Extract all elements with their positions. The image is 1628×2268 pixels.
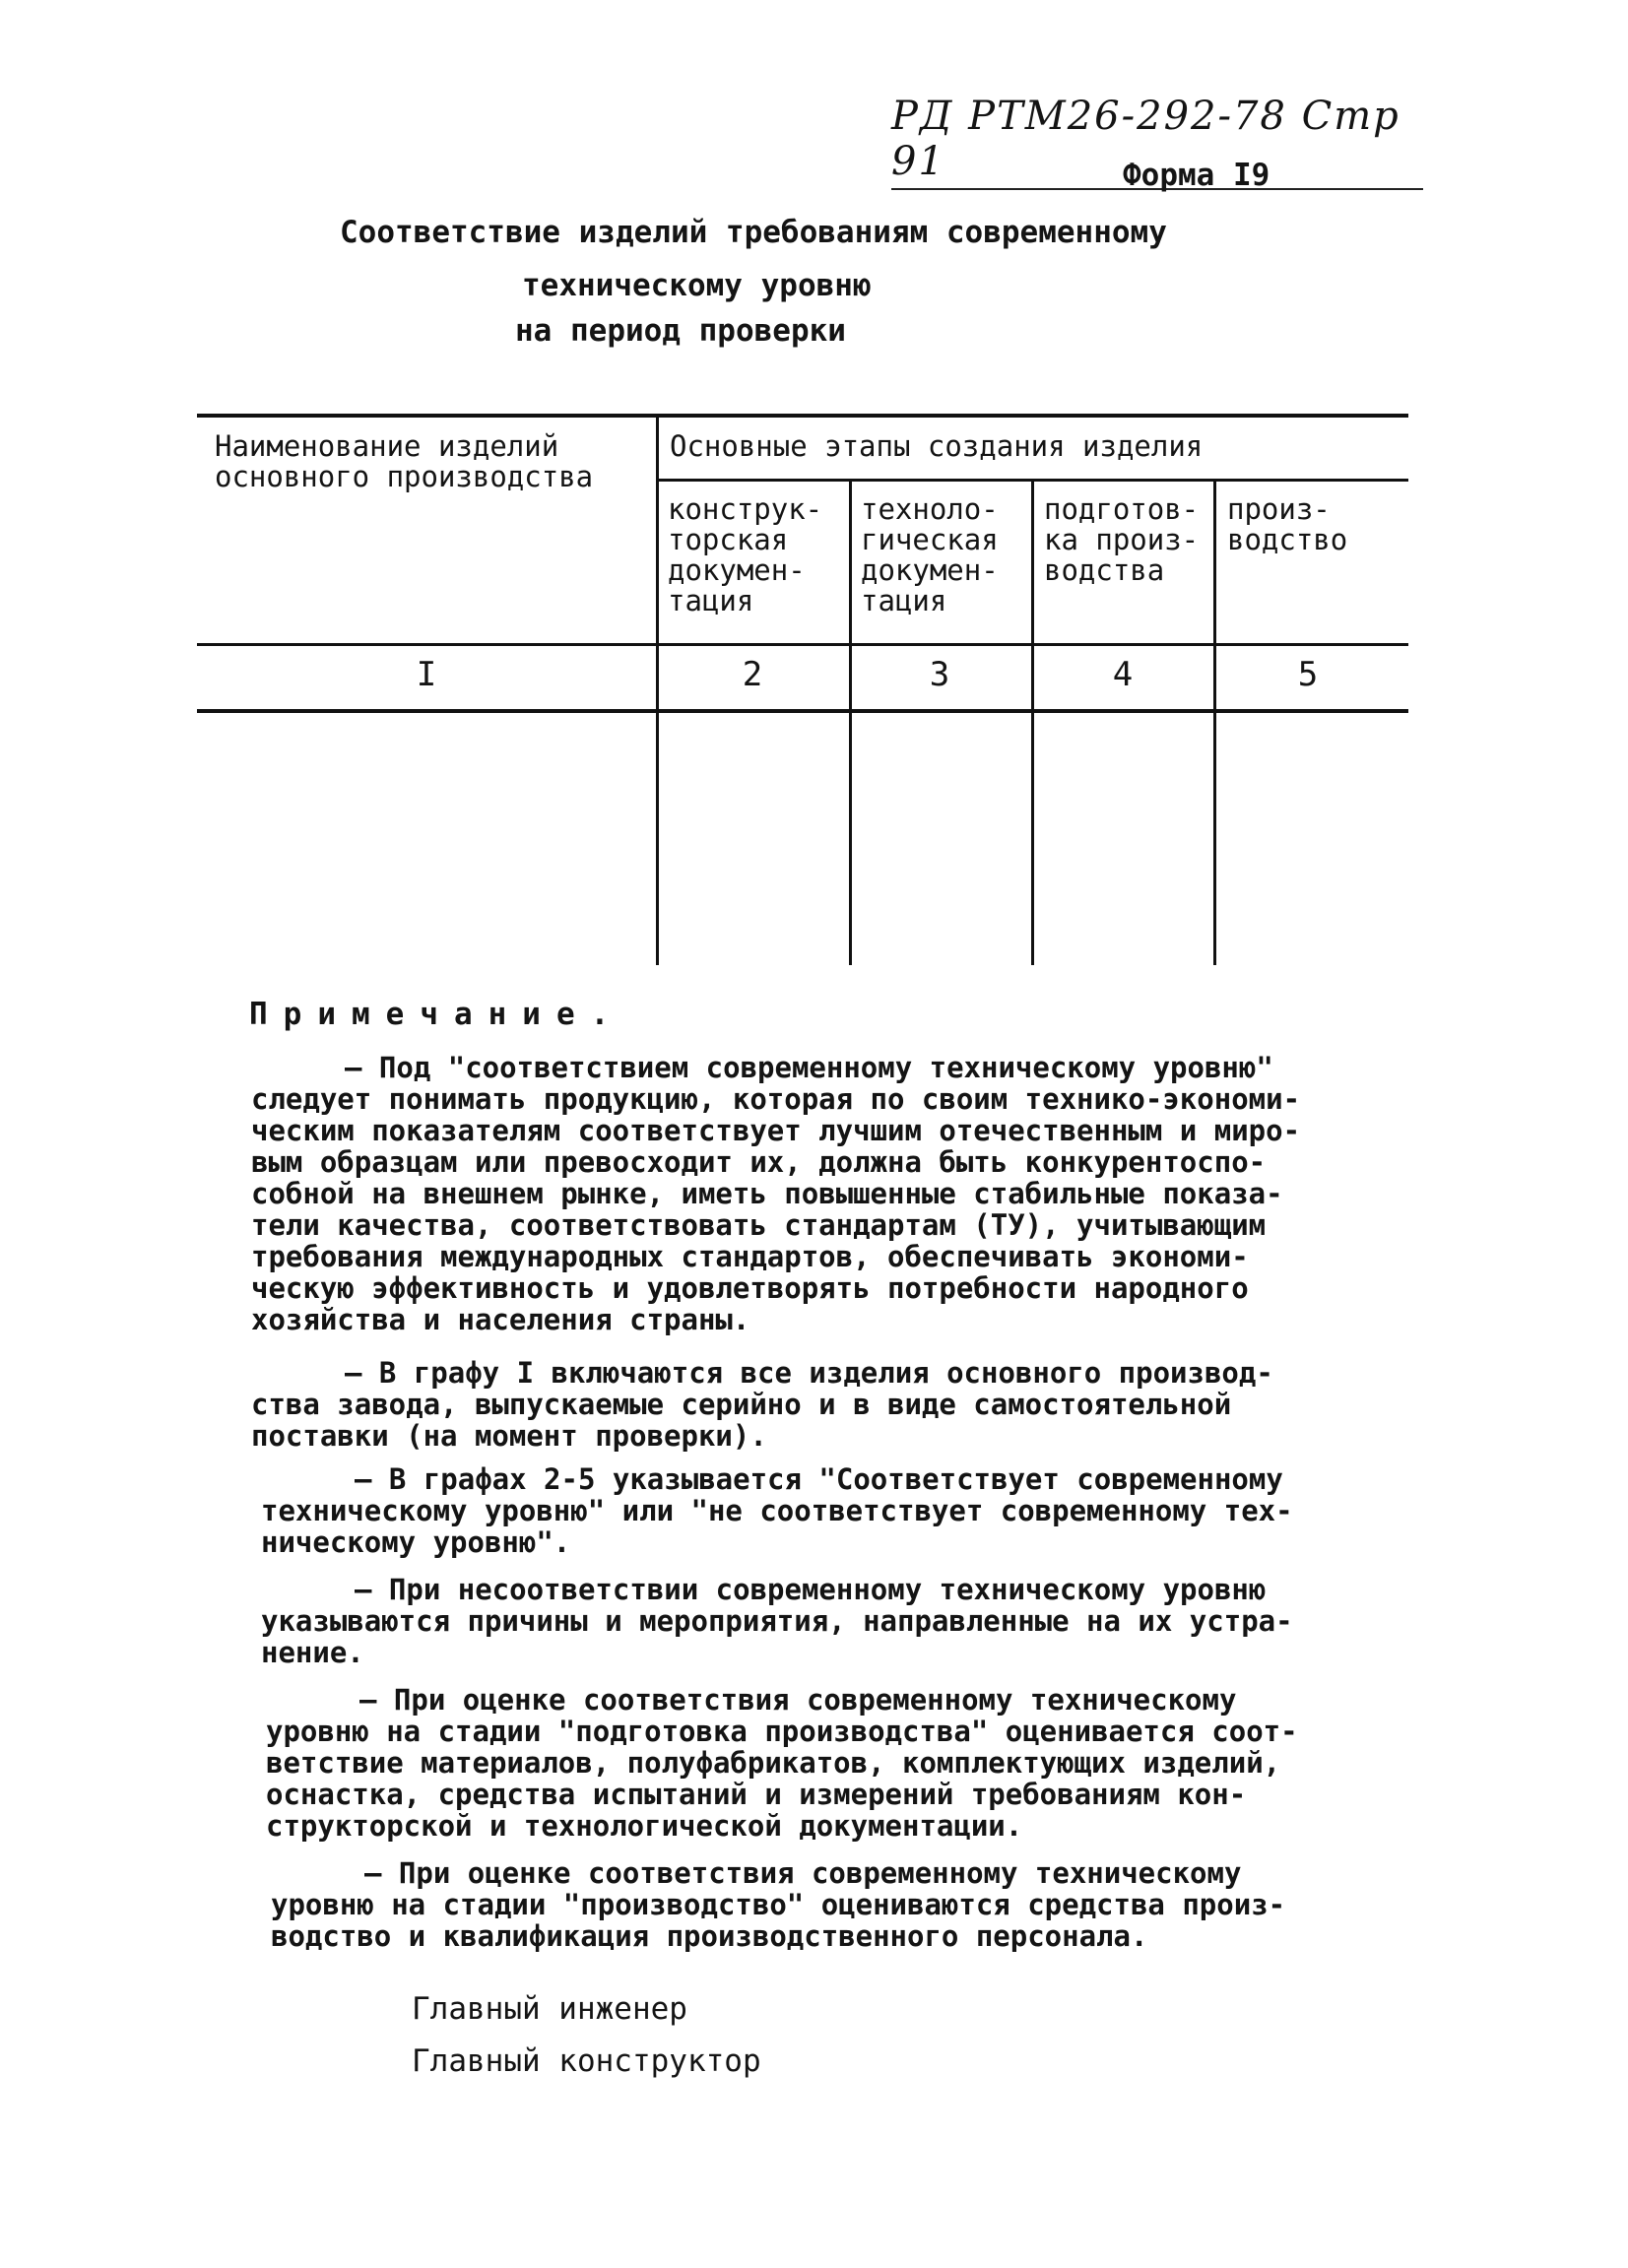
stages-table (197, 414, 1408, 965)
note-line: нение. (261, 1636, 364, 1669)
column-header-production: произ- водство (1227, 492, 1348, 556)
note-line: ческую эффективность и удовлетворять потребности народного (251, 1271, 1249, 1305)
note-line: хозяйства и населения страны. (251, 1303, 750, 1336)
column-header-production-prep: подготов- ка произ- водства (1044, 492, 1200, 587)
note-paragraph-6 (271, 1857, 1433, 1952)
note-line: вым образцам или превосходит их, должна быть конкурентоспо- (251, 1145, 1267, 1179)
column-header-tech-docs: техноло- гическая докумен- тация (861, 492, 999, 617)
note-line: ническому уровню". (261, 1525, 571, 1559)
column-number-1: I (416, 655, 437, 694)
title-line-3: на период проверки (515, 313, 846, 349)
note-paragraph-3 (261, 1463, 1423, 1558)
note-line: ческим показателям соответствует лучшим отечественным и миро- (251, 1114, 1301, 1147)
note-paragraph-4 (261, 1574, 1423, 1668)
document-reference: РД РТМ26-292-78 Стр 91 (891, 94, 1423, 190)
column-divider-1 (656, 414, 659, 965)
column-number-3: 3 (929, 655, 950, 694)
column-number-2: 2 (742, 655, 763, 694)
column-divider-4 (1213, 479, 1216, 965)
note-line: оснастка, средства испытаний и измерений требованиям кон- (266, 1778, 1247, 1811)
note-line: – При несоответствии современному техническому уровню (355, 1573, 1267, 1606)
note-line: – При оценке соответствия современному техническому (364, 1856, 1242, 1890)
title-line-2: техническому уровню (522, 268, 872, 303)
column-number-4: 4 (1112, 655, 1134, 694)
note-line: уровню на стадии "производство" оцениваются средства произ- (271, 1888, 1286, 1921)
header-bottom-rule (197, 643, 1408, 646)
title-line-1: Соответствие изделий требованиям современному (340, 215, 1167, 250)
note-line: техническому уровню" или "не соответствует современному тех- (261, 1494, 1293, 1527)
column-number-5: 5 (1297, 655, 1319, 694)
note-line: – При оценке соответствия современному техническому (359, 1683, 1237, 1717)
group-header-stages: Основные этапы создания изделия (670, 429, 1204, 463)
table-top-rule (197, 414, 1408, 418)
note-line: поставки (на момент проверки). (251, 1419, 767, 1453)
note-line: – В графах 2-5 указывается "Соответствует современному (355, 1462, 1283, 1496)
signature-chief-designer: Главный конструктор (412, 2043, 761, 2079)
note-line: требования международных стандартов, обеспечивать экономи- (251, 1240, 1249, 1273)
note-line: уровню на стадии "подготовка производства" оценивается соот- (266, 1715, 1298, 1748)
column-header-design-docs: конструк- торская докумен- тация (668, 492, 823, 617)
column-divider-2 (849, 479, 852, 965)
signature-chief-engineer: Главный инженер (412, 1991, 687, 2027)
note-line: собной на внешнем рынке, иметь повышенные стабильные показа- (251, 1177, 1283, 1210)
note-title: Примечание. (249, 997, 625, 1032)
note-line: – Под "соответствием современному техническому уровню" (345, 1051, 1273, 1084)
column-header-product-name: Наименование изделий основного производства (215, 429, 594, 493)
column-divider-3 (1031, 479, 1034, 965)
note-paragraph-5 (266, 1684, 1428, 1842)
note-line: водство и квалификация производственного персонала. (271, 1919, 1148, 1953)
numbers-bottom-rule (197, 709, 1408, 713)
note-paragraph-2 (251, 1357, 1413, 1452)
note-line: структорской и технологической документации. (266, 1809, 1023, 1843)
note-line: – В графу I включаются все изделия основного производ- (345, 1356, 1273, 1390)
note-paragraph-1 (251, 1052, 1413, 1335)
form-number: Форма I9 (1123, 158, 1270, 193)
note-line: указываются причины и мероприятия, направленные на их устра- (261, 1604, 1293, 1638)
note-line: ветствие материалов, полуфабрикатов, комплектующих изделий, (266, 1746, 1281, 1780)
note-line: тели качества, соответствовать стандартам (ТУ), учитывающим (251, 1208, 1267, 1242)
note-line: ства завода, выпускаемые серийно и в виде самостоятельной (251, 1388, 1232, 1421)
note-line: следует понимать продукцию, которая по своим технико-экономи- (251, 1082, 1301, 1116)
